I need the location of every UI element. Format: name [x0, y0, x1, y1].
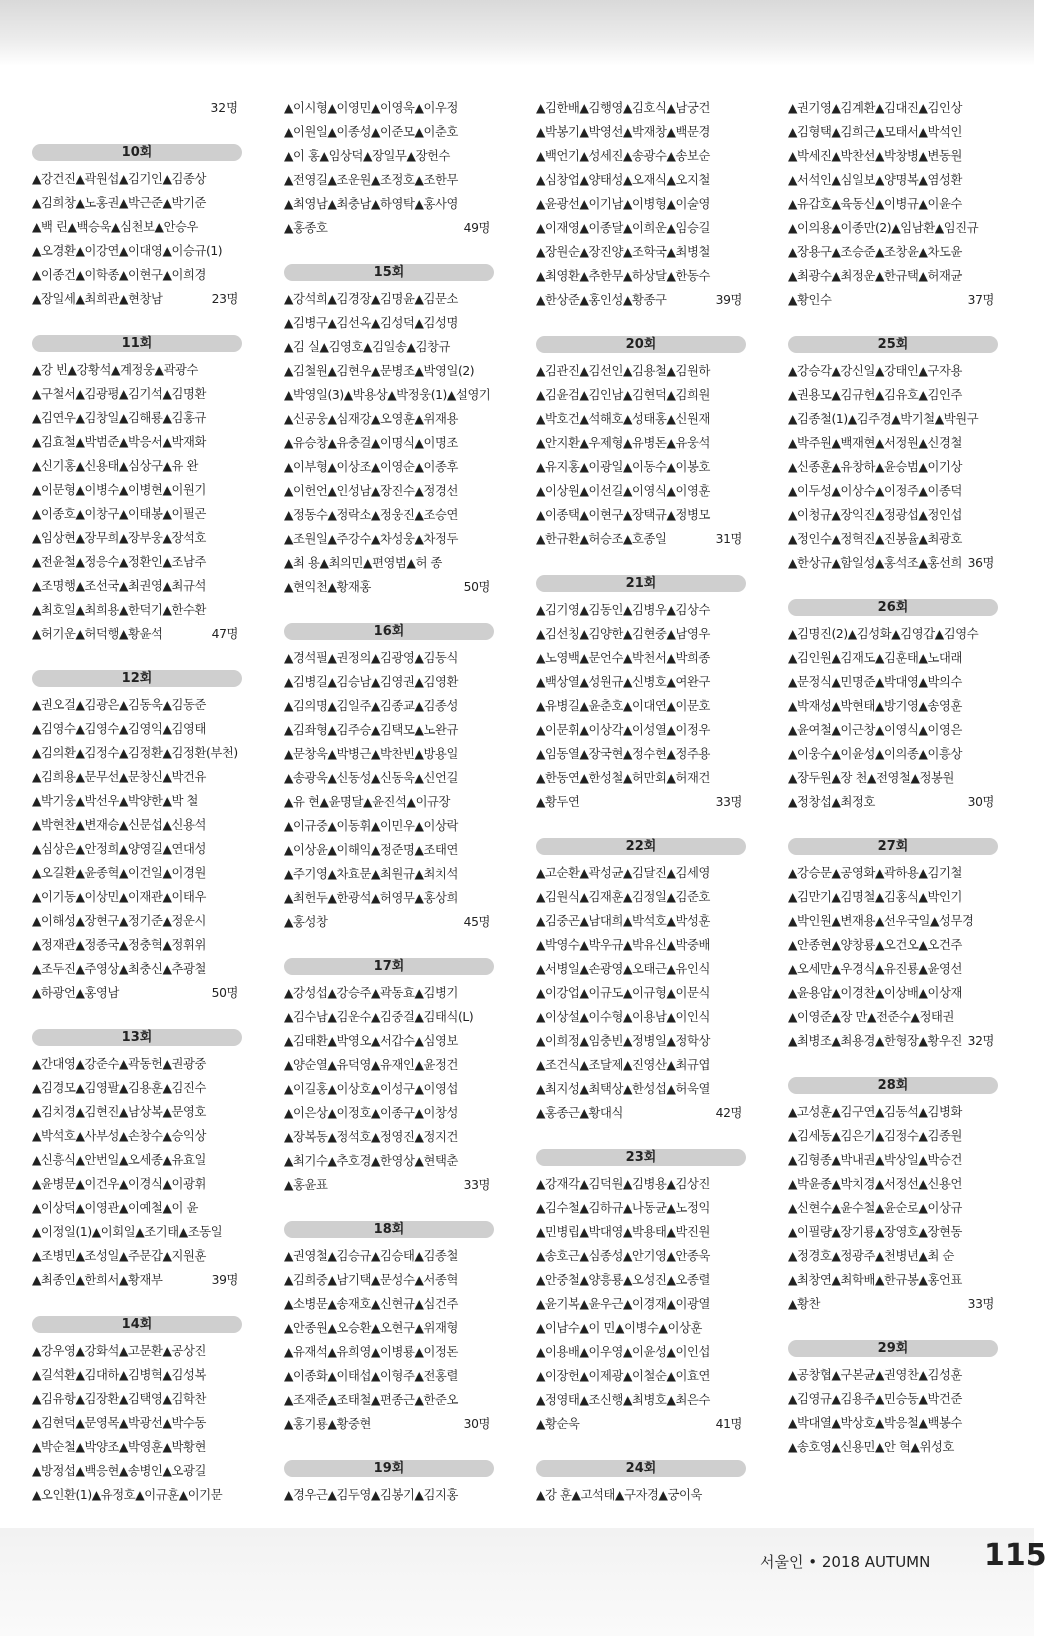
column-4: [788, 96, 998, 1483]
member-names-line: ▲오세만▲우경식▲유진룡▲윤영선: [788, 962, 962, 976]
member-names: ▲하광언▲홍영남: [32, 986, 119, 1000]
member-names-line: ▲유 현▲윤명달▲윤진석▲이규장: [284, 795, 451, 809]
member-names-line: ▲강석희▲김경장▲김명윤▲김문소: [284, 292, 458, 306]
member-names-line: ▲송호근▲심종성▲안기영▲안종욱: [536, 1249, 710, 1263]
member-count: 42명: [715, 1106, 742, 1120]
member-count: 45명: [463, 915, 490, 929]
member-names-line: ▲김치경▲김현진▲남상복▲문영호: [32, 1105, 206, 1119]
member-names-line: ▲이해성▲장현구▲정기준▲정운시: [32, 914, 206, 928]
member-names-line: [32, 981, 242, 1005]
member-names-line: ▲김수남▲김운수▲김중걸▲김태식(L): [284, 1010, 474, 1024]
member-names-line: ▲김의명▲김일주▲김종교▲김종성: [284, 699, 458, 713]
member-names-line: ▲유갑호▲육동신▲이병규▲이윤수: [788, 197, 962, 211]
member-count: 33명: [463, 1178, 490, 1192]
member-names-line: [536, 1412, 746, 1436]
member-names-line: ▲이상덕▲이영관▲이예철▲이 윤: [32, 1201, 199, 1215]
member-names-line: ▲김좌형▲김주승▲김택모▲노완규: [284, 723, 458, 737]
member-names-line: ▲김종철(1)▲김주경▲박기철▲박원구: [788, 412, 979, 426]
member-names-line: ▲김현덕▲문영목▲박광선▲박수동: [32, 1416, 206, 1430]
member-names-line: ▲김형종▲박내권▲박상일▲박승건: [788, 1153, 962, 1167]
member-names-line: ▲최기수▲추호경▲한영상▲현택춘: [284, 1154, 458, 1168]
member-names-line: ▲박석호▲사부성▲손창수▲승익상: [32, 1129, 206, 1143]
member-names: ▲최종인▲한희서▲황재부: [32, 1273, 163, 1287]
member-names-line: ▲이상윤▲이해익▲정준명▲조태연: [284, 843, 458, 857]
member-names-line: ▲강성섭▲강승주▲곽동효▲김병기: [284, 986, 458, 1000]
member-names-line: ▲문창욱▲박병근▲박찬빈▲방용일: [284, 747, 458, 761]
member-count: 23명: [211, 292, 238, 306]
member-names-line: ▲김유항▲김장환▲김택영▲김학찬: [32, 1392, 206, 1406]
member-names-line: ▲유병길▲윤춘호▲이대연▲이문호: [536, 699, 710, 713]
class-year-heading: 22회: [536, 838, 746, 855]
member-names-line: ▲이종택▲이현구▲장택규▲정병모: [536, 508, 710, 522]
member-names-line: ▲최헌두▲한광석▲허영무▲홍상희: [284, 891, 458, 905]
member-names-line: ▲강건진▲곽원섭▲김기인▲김종상: [32, 172, 206, 186]
member-names-line: ▲김영규▲김용주▲민승동▲박건준: [788, 1392, 962, 1406]
member-names-line: ▲이상설▲이수형▲이용남▲이인식: [536, 1010, 710, 1024]
member-names-line: ▲고성훈▲김구연▲김동석▲김병화: [788, 1105, 962, 1119]
member-names-line: ▲김경모▲김영팔▲김용훈▲김진수: [32, 1081, 206, 1095]
class-year-heading: 17회: [284, 958, 494, 975]
page-number: 115: [984, 1538, 1047, 1573]
member-names-line: ▲김중곤▲남대희▲박석호▲박성훈: [536, 914, 710, 928]
class-section: [788, 838, 998, 1053]
member-names-line: ▲이강업▲이규도▲이규형▲이문식: [536, 986, 710, 1000]
class-year-heading: 26회: [788, 599, 998, 616]
member-names-line: ▲이용배▲이우영▲이윤성▲이인섭: [536, 1345, 710, 1359]
member-names-line: ▲최영남▲최충남▲하영탁▲홍사영: [284, 197, 458, 211]
member-count: 50명: [463, 580, 490, 594]
member-names: ▲황두연: [536, 795, 580, 809]
member-count: 49명: [463, 221, 490, 235]
member-count: 30명: [463, 1417, 490, 1431]
member-names-line: ▲오경환▲이강연▲이대영▲이승규(1): [32, 244, 223, 258]
member-names: ▲한상준▲홍인성▲황종구: [536, 293, 667, 307]
member-names-line: ▲최영환▲추한무▲하상달▲한동수: [536, 269, 710, 283]
member-names-line: ▲이종화▲이태섭▲이형주▲전홍렬: [284, 1369, 458, 1383]
member-names-line: ▲김영수▲김영수▲김영익▲김영태: [32, 722, 206, 736]
class-section: [284, 96, 494, 240]
member-names-line: ▲백상열▲성원규▲신병호▲여완구: [536, 675, 710, 689]
member-names-line: [536, 790, 746, 814]
member-count: 33명: [715, 795, 742, 809]
member-names-line: ▲이은상▲이정호▲이종구▲이창성: [284, 1106, 458, 1120]
member-names-line: ▲박호건▲석해호▲성태홍▲신원재: [536, 412, 710, 426]
class-section: [284, 1460, 494, 1507]
member-names-line: ▲김효철▲박범준▲박응서▲박재화: [32, 435, 206, 449]
class-section: [536, 96, 746, 312]
class-section: [536, 1149, 746, 1436]
member-names-line: ▲강승문▲공영화▲곽하용▲김기철: [788, 866, 962, 880]
class-section: [32, 1316, 242, 1507]
member-names-line: ▲이규중▲이동휘▲이민우▲이상락: [284, 819, 458, 833]
class-section: [32, 335, 242, 646]
member-names-line: [788, 1029, 998, 1053]
member-names-line: [536, 527, 746, 551]
member-count: 31명: [715, 532, 742, 546]
member-names-line: ▲박기웅▲박선우▲박양한▲박 철: [32, 794, 199, 808]
member-names-line: ▲백 린▲백승욱▲심천보▲안승우: [32, 220, 199, 234]
member-names-line: ▲조두진▲주영상▲최충신▲추광철: [32, 962, 206, 976]
member-names: ▲황순욱: [536, 1417, 580, 1431]
member-names-line: ▲백언기▲성세진▲송광수▲송보순: [536, 149, 710, 163]
member-names-line: ▲윤광선▲이기남▲이병형▲이술영: [536, 197, 710, 211]
member-names-line: [32, 622, 242, 646]
member-count: 47명: [211, 627, 238, 641]
member-names: ▲정창섭▲최정호: [788, 795, 875, 809]
member-names-line: ▲권오걸▲김광은▲김동욱▲김동준: [32, 698, 206, 712]
member-names-line: ▲이기동▲이상민▲이재관▲이태우: [32, 890, 206, 904]
member-names-line: ▲안지환▲우제형▲유병돈▲유웅석: [536, 436, 710, 450]
member-names-line: ▲최지성▲최택상▲한성섭▲허욱열: [536, 1082, 710, 1096]
member-names-line: ▲김형택▲김희근▲모태서▲박석인: [788, 125, 962, 139]
member-names-line: ▲이두성▲이상수▲이정주▲이종덕: [788, 484, 962, 498]
member-count: 32명: [967, 1034, 994, 1048]
member-names: ▲최병조▲최용경▲한형장▲황우진: [788, 1034, 962, 1048]
member-names-line: ▲김병구▲김선옥▲김성덕▲김성명: [284, 316, 458, 330]
member-names-line: ▲권영철▲김승규▲김승태▲김종철: [284, 1249, 458, 1263]
member-names: ▲홍종호: [284, 221, 328, 235]
member-names-line: ▲조재준▲조태철▲편종근▲한준오: [284, 1393, 458, 1407]
member-names-line: ▲이종호▲이창구▲이태봉▲이필곤: [32, 507, 206, 521]
member-names: ▲황인수: [788, 293, 832, 307]
member-names-line: ▲유재석▲유희영▲이병룡▲이정돈: [284, 1345, 458, 1359]
member-names-line: ▲조명행▲조선국▲최권영▲최규석: [32, 579, 206, 593]
member-names-line: ▲박대열▲박상호▲박응철▲백봉수: [788, 1416, 962, 1430]
class-year-heading: 12회: [32, 670, 242, 687]
class-section: [788, 1077, 998, 1316]
member-names-line: ▲김명진(2)▲김성화▲김영갑▲김영수: [788, 627, 979, 641]
class-year-heading: 21회: [536, 575, 746, 592]
class-year-heading: 14회: [32, 1316, 242, 1333]
member-names-line: ▲박윤종▲박치경▲서정선▲신용언: [788, 1177, 962, 1191]
member-count: 50명: [211, 986, 238, 1000]
member-count: 39명: [211, 1273, 238, 1287]
member-names-line: ▲신현수▲윤수철▲윤순로▲이상규: [788, 1201, 962, 1215]
member-names-line: ▲신공웅▲심재강▲오영훈▲위재용: [284, 412, 458, 426]
member-names: ▲홍성창: [284, 915, 328, 929]
member-names-line: ▲서석인▲심일보▲양명복▲염성환: [788, 173, 962, 187]
member-names-line: ▲정인수▲정혁진▲진봉율▲최광호: [788, 532, 962, 546]
member-names-line: [788, 551, 998, 575]
class-section: [284, 958, 494, 1197]
member-names-line: ▲이영준▲장 만▲전준수▲정태권: [788, 1010, 955, 1024]
member-names: ▲허기운▲허덕행▲황윤석: [32, 627, 163, 641]
alumni-list-columns: [32, 96, 1002, 1516]
class-year-heading: 16회: [284, 623, 494, 640]
class-section: [536, 336, 746, 551]
class-section: [284, 623, 494, 934]
class-section: [32, 144, 242, 311]
class-year-heading: 10회: [32, 144, 242, 161]
member-names-line: ▲김선칭▲김양한▲김현중▲남영우: [536, 627, 710, 641]
member-names: ▲현익천▲황재홍: [284, 580, 371, 594]
class-section: [284, 1221, 494, 1436]
member-names-line: ▲김기영▲김동인▲김병우▲김상수: [536, 603, 710, 617]
member-names-line: ▲정경호▲정광주▲천병년▲최 순: [788, 1249, 955, 1263]
member-names-line: ▲박인원▲변재용▲선우국일▲성무경: [788, 914, 974, 928]
member-names-line: ▲김병길▲김승남▲김영권▲김영환: [284, 675, 458, 689]
member-names-line: ▲이부형▲이상조▲이영순▲이종후: [284, 460, 458, 474]
member-names-line: ▲이종건▲이학종▲이현구▲이희경: [32, 268, 206, 282]
class-section: [788, 336, 998, 575]
member-names-line: ▲조건식▲조달제▲진영산▲최규엽: [536, 1058, 710, 1072]
member-names-line: ▲김희용▲문무선▲문창신▲박건유: [32, 770, 206, 784]
member-names-line: ▲정영태▲조신행▲최병호▲최은수: [536, 1393, 710, 1407]
member-names-line: ▲노영백▲문언수▲박천서▲박희종: [536, 651, 710, 665]
member-names-line: ▲안중철▲양흥룡▲오성진▲오종렬: [536, 1273, 710, 1287]
member-names-line: ▲심창업▲양태성▲오재식▲오지철: [536, 173, 710, 187]
member-names-line: ▲심상은▲안정희▲양영길▲연대성: [32, 842, 206, 856]
class-year-heading: 29회: [788, 1340, 998, 1357]
member-names-line: ▲이문형▲이병수▲이병현▲이원기: [32, 483, 206, 497]
member-names-line: ▲한동연▲한성철▲허만회▲허재건: [536, 771, 710, 785]
class-year-heading: 28회: [788, 1077, 998, 1094]
member-names-line: ▲윤병문▲이건우▲이경식▲이광휘: [32, 1177, 206, 1191]
member-names-line: ▲김세동▲김은기▲김정수▲김종원: [788, 1129, 962, 1143]
member-names: ▲홍기룡▲황중현: [284, 1417, 371, 1431]
member-names-line: ▲이헌언▲인성남▲장진수▲정경선: [284, 484, 458, 498]
member-names-line: ▲주기영▲차효문▲최원규▲최치석: [284, 867, 458, 881]
member-names: ▲한상규▲함일성▲홍석조▲홍선희: [788, 556, 962, 570]
member-names: ▲홍윤표: [284, 1178, 328, 1192]
member-names-line: ▲유지홍▲이광일▲이동수▲이봉호: [536, 460, 710, 474]
member-names-line: [284, 1173, 494, 1197]
member-names: ▲황찬: [788, 1297, 821, 1311]
class-year-heading: 13회: [32, 1029, 242, 1046]
member-names-line: ▲민병립▲박대영▲박용태▲박진원: [536, 1225, 710, 1239]
class-year-heading: 15회: [284, 264, 494, 281]
class-section: [284, 264, 494, 599]
member-names-line: ▲서병일▲손광영▲오태근▲유인식: [536, 962, 710, 976]
member-names-line: ▲고순환▲곽성균▲김달진▲김세영: [536, 866, 710, 880]
member-names-line: ▲문정식▲민명준▲박대영▲박의수: [788, 675, 962, 689]
member-names-line: ▲박주원▲백재현▲서정원▲신경철: [788, 436, 962, 450]
member-names-line: ▲이문휘▲이상각▲이성열▲이정우: [536, 723, 710, 737]
member-names-line: ▲김윤검▲김인남▲김현덕▲김희원: [536, 388, 710, 402]
member-names-line: ▲길석환▲김대하▲김병혁▲김성복: [32, 1368, 206, 1382]
member-names-line: ▲전윤철▲정응수▲정환인▲조남주: [32, 555, 206, 569]
member-names-line: ▲최 용▲최의민▲편영범▲허 종: [284, 556, 443, 570]
member-names-line: ▲이정일(1)▲이회일▲조기태▲조동일: [32, 1225, 223, 1239]
member-names-line: ▲강승각▲강신일▲강태인▲구자용: [788, 364, 962, 378]
member-names-line: ▲정재관▲정종국▲정충혁▲정휘위: [32, 938, 206, 952]
member-count: 33명: [967, 1297, 994, 1311]
member-names-line: [284, 575, 494, 599]
member-names-line: [788, 790, 998, 814]
member-names-line: ▲윤용암▲이경찬▲이상배▲이상재: [788, 986, 962, 1000]
column-2: [284, 96, 494, 1531]
member-names-line: ▲박순철▲박양조▲박영훈▲박황현: [32, 1440, 206, 1454]
member-names-line: ▲이길홍▲이상호▲이성구▲이영섭: [284, 1082, 458, 1096]
member-names-line: ▲양순열▲유덕영▲유재인▲윤정건: [284, 1058, 458, 1072]
member-names-line: ▲최광수▲최정운▲한규택▲허재균: [788, 269, 962, 283]
member-names-line: ▲김만기▲김명철▲김홍식▲박인기: [788, 890, 962, 904]
member-names-line: ▲박현찬▲변재승▲신문섭▲신용석: [32, 818, 206, 832]
member-names-line: ▲구철서▲김광평▲김기석▲김명환: [32, 387, 206, 401]
member-count: 32명: [210, 101, 238, 115]
page-top-shadow: [0, 0, 1034, 66]
page-bottom-band: [0, 1528, 1034, 1636]
member-names-line: ▲소병문▲송재호▲신현규▲심건주: [284, 1297, 458, 1311]
member-names-line: ▲김태환▲박영오▲서갑수▲심영보: [284, 1034, 458, 1048]
member-names-line: ▲이장헌▲이제광▲이철순▲이효연: [536, 1369, 710, 1383]
member-names-line: ▲전영길▲조운원▲조정호▲조한무: [284, 173, 458, 187]
member-names-line: ▲경우근▲김두영▲김봉기▲김지홍: [284, 1488, 458, 1502]
class-section: [788, 599, 998, 814]
member-names-line: ▲간대영▲강준수▲곽동헌▲권광중: [32, 1057, 206, 1071]
member-names-line: [536, 1101, 746, 1125]
member-names-line: ▲이청규▲장익진▲정광섭▲정인섭: [788, 508, 962, 522]
member-names: ▲홍종근▲황대식: [536, 1106, 623, 1120]
member-count: 39명: [715, 293, 742, 307]
member-names-line: ▲김인원▲김재도▲김훈태▲노대래: [788, 651, 962, 665]
class-section: [32, 1029, 242, 1292]
class-year-heading: 23회: [536, 1149, 746, 1166]
member-names-line: ▲장원순▲장진양▲조학국▲최병철: [536, 245, 710, 259]
member-names-line: ▲이남수▲이 민▲이병수▲이상훈: [536, 1321, 703, 1335]
class-year-heading: 24회: [536, 1460, 746, 1477]
member-names-line: ▲김희중▲남기택▲문성수▲서종혁: [284, 1273, 458, 1287]
member-names-line: ▲방정섭▲백응현▲송병인▲오광길: [32, 1464, 206, 1478]
class-section: [32, 96, 242, 120]
member-names-line: ▲김원식▲김재훈▲김정일▲김준호: [536, 890, 710, 904]
member-names-line: ▲이의용▲이종만(2)▲임남환▲임진규: [788, 221, 979, 235]
member-names-line: ▲정동수▲정락소▲정웅진▲조승연: [284, 508, 458, 522]
member-names-line: ▲오길환▲윤종혁▲이건일▲이경원: [32, 866, 206, 880]
member-names-line: ▲김수철▲김하규▲나동균▲노정익: [536, 1201, 710, 1215]
member-names-line: ▲강재각▲김덕원▲김병용▲김상진: [536, 1177, 710, 1191]
member-names-line: [788, 1292, 998, 1316]
member-names-line: [284, 1412, 494, 1436]
member-names-line: [284, 216, 494, 240]
member-names-line: ▲박봉기▲박영선▲박재창▲백문경: [536, 125, 710, 139]
member-names-line: ▲김연우▲김창일▲김해룡▲김홍규: [32, 411, 206, 425]
class-section: [536, 1460, 746, 1507]
class-section: [788, 1340, 998, 1459]
class-section: [536, 575, 746, 814]
member-names-line: ▲윤기복▲윤우근▲이경재▲이광열: [536, 1297, 710, 1311]
member-names-line: ▲이시형▲이영민▲이영욱▲이우정: [284, 101, 458, 115]
member-names-line: ▲오인환(1)▲유정호▲이규훈▲이기문: [32, 1488, 223, 1502]
member-names-line: [284, 910, 494, 934]
member-names-line: ▲신흥식▲안번일▲오세종▲유효일: [32, 1153, 206, 1167]
member-names-line: ▲윤여철▲이근창▲이영식▲이영은: [788, 723, 962, 737]
member-names-line: ▲경석필▲권정의▲김광영▲김동식: [284, 651, 458, 665]
member-names-line: ▲김한배▲김행영▲김호식▲남궁건: [536, 101, 710, 115]
member-names-line: ▲박세진▲박찬선▲박창병▲변동원: [788, 149, 962, 163]
member-names-line: [536, 288, 746, 312]
member-names-line: ▲이재영▲이종달▲이희운▲임승길: [536, 221, 710, 235]
member-count: 37명: [967, 293, 994, 307]
member-names-line: ▲신기홍▲신용태▲심상구▲유 완: [32, 459, 199, 473]
member-names-line: ▲김관진▲김선인▲김용철▲김원하: [536, 364, 710, 378]
member-names-line: ▲박영수▲박우규▲박유신▲박중배: [536, 938, 710, 952]
column-1: [32, 96, 242, 1531]
member-count: 41명: [715, 1417, 742, 1431]
member-names-line: ▲안종원▲오승환▲오현구▲위재형: [284, 1321, 458, 1335]
member-names-line: ▲유승창▲유충걸▲이명식▲이명조: [284, 436, 458, 450]
member-names-line: [788, 288, 998, 312]
member-names-line: ▲이 홍▲임상덕▲장일무▲장헌수: [284, 149, 451, 163]
class-section: [32, 670, 242, 1005]
class-year-heading: 20회: [536, 336, 746, 353]
member-names-line: ▲송호영▲신용민▲안 혁▲위성호: [788, 1440, 955, 1454]
class-year-heading: 27회: [788, 838, 998, 855]
member-names-line: ▲송광욱▲신동성▲신동욱▲신언길: [284, 771, 458, 785]
member-names-line: ▲김 실▲김영호▲김일송▲김창규: [284, 340, 451, 354]
member-names-line: ▲조원일▲주강수▲차성웅▲차정두: [284, 532, 458, 546]
member-names-line: ▲장복동▲정석호▲정영진▲정지건: [284, 1130, 458, 1144]
class-year-heading: 11회: [32, 335, 242, 352]
member-names-line: [32, 1268, 242, 1292]
member-names-line: ▲공창협▲구본균▲권영찬▲김성훈: [788, 1368, 962, 1382]
member-names-line: ▲이희정▲임충빈▲정병일▲정학상: [536, 1034, 710, 1048]
member-names-line: ▲권기영▲김계환▲김대진▲김인상: [788, 101, 962, 115]
member-names: ▲한규환▲허승조▲호종일: [536, 532, 667, 546]
member-names-line: ▲김의환▲김정수▲김정환▲김정환(부천): [32, 746, 238, 760]
member-names-line: ▲권용모▲김규헌▲김유호▲김인주: [788, 388, 962, 402]
member-names-line: ▲안종현▲양창룡▲오건오▲오건주: [788, 938, 962, 952]
member-count: 30명: [967, 795, 994, 809]
class-year-heading: 18회: [284, 1221, 494, 1238]
member-names-line: ▲최호일▲최희용▲한덕기▲한수환: [32, 603, 206, 617]
member-names-line: ▲최창연▲최학배▲한규봉▲홍언표: [788, 1273, 962, 1287]
member-names-line: ▲김희창▲노홍권▲박근준▲박기준: [32, 196, 206, 210]
member-names-line: ▲강우영▲강화석▲고문환▲공상진: [32, 1344, 206, 1358]
column-3: [536, 96, 746, 1531]
class-year-heading: 19회: [284, 1460, 494, 1477]
member-names-line: ▲강 훈▲고석태▲구자경▲궁이욱: [536, 1488, 703, 1502]
class-year-heading: 25회: [788, 336, 998, 353]
member-names-line: ▲신종훈▲유창하▲윤승범▲이기상: [788, 460, 962, 474]
member-names-line: [32, 287, 242, 311]
member-names-line: ▲강 빈▲강황석▲계정웅▲곽광수: [32, 363, 199, 377]
member-names: ▲장일세▲최희관▲현창남: [32, 292, 163, 306]
member-names-line: ▲박영일(3)▲박용상▲박정웅(1)▲설영기: [284, 388, 491, 402]
member-names-line: ▲임동열▲장국현▲정수현▲정주용: [536, 747, 710, 761]
magazine-footer: 서울인 • 2018 AUTUMN: [760, 1553, 931, 1571]
member-names-line: ▲이상원▲이선길▲이영식▲이영훈: [536, 484, 710, 498]
member-names-line: ▲박재성▲박현태▲방기영▲송영훈: [788, 699, 962, 713]
member-count: 36명: [967, 556, 994, 570]
member-names-line: ▲임상현▲장무희▲장부웅▲장석호: [32, 531, 206, 545]
member-names-line: ▲이필량▲장기룡▲장영호▲장현동: [788, 1225, 962, 1239]
member-names-line: ▲장두원▲장 천▲전영철▲정봉원: [788, 771, 955, 785]
member-names-line: ▲김철원▲김현우▲문병조▲박영일(2): [284, 364, 475, 378]
class-section: [788, 96, 998, 312]
member-names-line: ▲조병민▲조성일▲주문갑▲지원훈: [32, 1249, 206, 1263]
member-names-line: ▲장용구▲조승준▲조창윤▲차도윤: [788, 245, 962, 259]
member-names-line: ▲이웅수▲이윤성▲이의종▲이흥상: [788, 747, 962, 761]
member-names-line: ▲이원일▲이종성▲이준모▲이춘호: [284, 125, 458, 139]
class-section: [536, 838, 746, 1125]
